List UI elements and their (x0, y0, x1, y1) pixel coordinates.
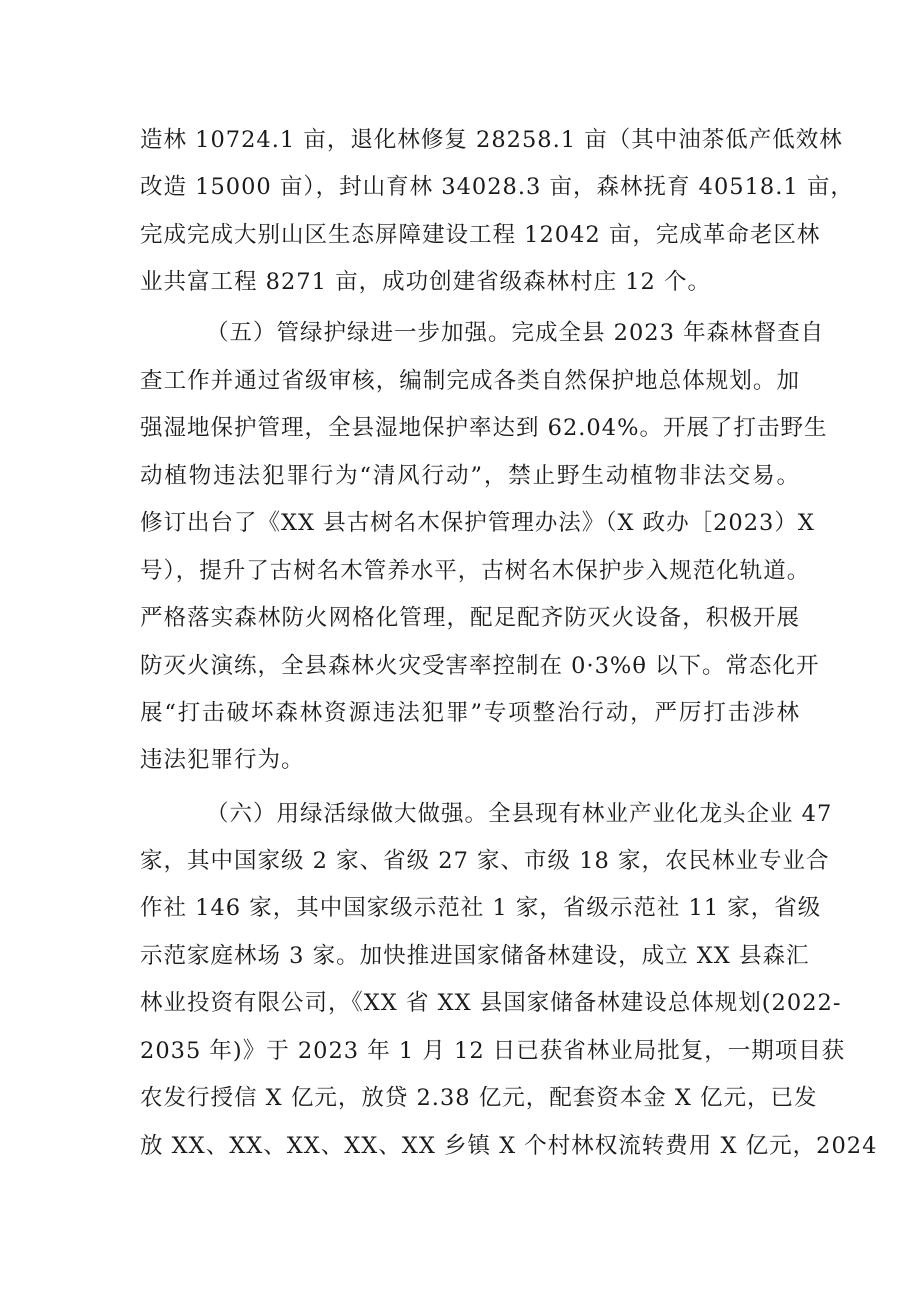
text-line: 完成完成大别山区生态屏障建设工程 12042 亩，完成革命老区林 (140, 222, 821, 248)
text-line: 家，其中国家级 2 家、省级 27 家、市级 18 家，农民林业专业合 (140, 848, 830, 874)
text-line: 作社 146 家，其中国家级示范社 1 家，省级示范社 11 家，省级 (140, 895, 822, 921)
text-line: 展“打击破坏森林资源违法犯罪”专项整治行动，严厉打击涉林 (140, 700, 800, 726)
text-line: 改造 15000 亩），封山育林 34028.3 亩，森林抚育 40518.1 亩， (140, 174, 854, 200)
text-line: （六）用绿活绿做大做强。全县现有林业产业化龙头企业 47 (206, 801, 833, 827)
text-line: 示范家庭林场 3 家。加快推进国家储备林建设，成立 XX 县森汇 (140, 943, 810, 969)
text-line: （五）管绿护绿进一步加强。完成全县 2023 年森林督查自 (206, 320, 825, 346)
text-line: 林业投资有限公司，《XX 省 XX 县国家储备林建设总体规划(2022- (140, 990, 842, 1016)
text-line: 农发行授信 X 亿元，放贷 2.38 亿元，配套资本金 X 亿元，已发 (140, 1085, 818, 1111)
text-line: 放 XX、XX、XX、XX、XX 乡镇 X 个村林权流转费用 X 亿元，2024 (140, 1133, 878, 1159)
text-line: 动植物违法犯罪行为“清风行动”，禁止野生动植物非法交易。 (140, 463, 800, 489)
text-line: 号），提升了古树名木管养水平，古树名木保护步入规范化轨道。 (140, 558, 811, 584)
text-line: 严格落实森林防火网格化管理，配足配齐防灭火设备，积极开展 (140, 605, 800, 631)
text-line: 造林 10724.1 亩，退化林修复 28258.1 亩（其中油茶低产低效林 (140, 127, 843, 153)
text-line: 查工作并通过省级审核，编制完成各类自然保护地总体规划。加 (140, 368, 800, 394)
text-line: 2035 年)》于 2023 年 1 月 12 日已获省林业局批复，一期项目获 (140, 1038, 846, 1064)
text-line: 修订出台了《XX 县古树名木保护管理办法》（X 政办［2023）X (140, 510, 815, 536)
text-line: 强湿地保护管理，全县湿地保护率达到 62.04%。开展了打击野生 (140, 415, 828, 441)
text-line: 防灭火演练，全县森林火灾受害率控制在 0·3%θ 以下。常态化开 (140, 653, 820, 679)
text-line: 违法犯罪行为。 (140, 747, 305, 773)
text-line: 业共富工程 8271 亩，成功创建省级森林村庄 12 个。 (140, 269, 712, 295)
